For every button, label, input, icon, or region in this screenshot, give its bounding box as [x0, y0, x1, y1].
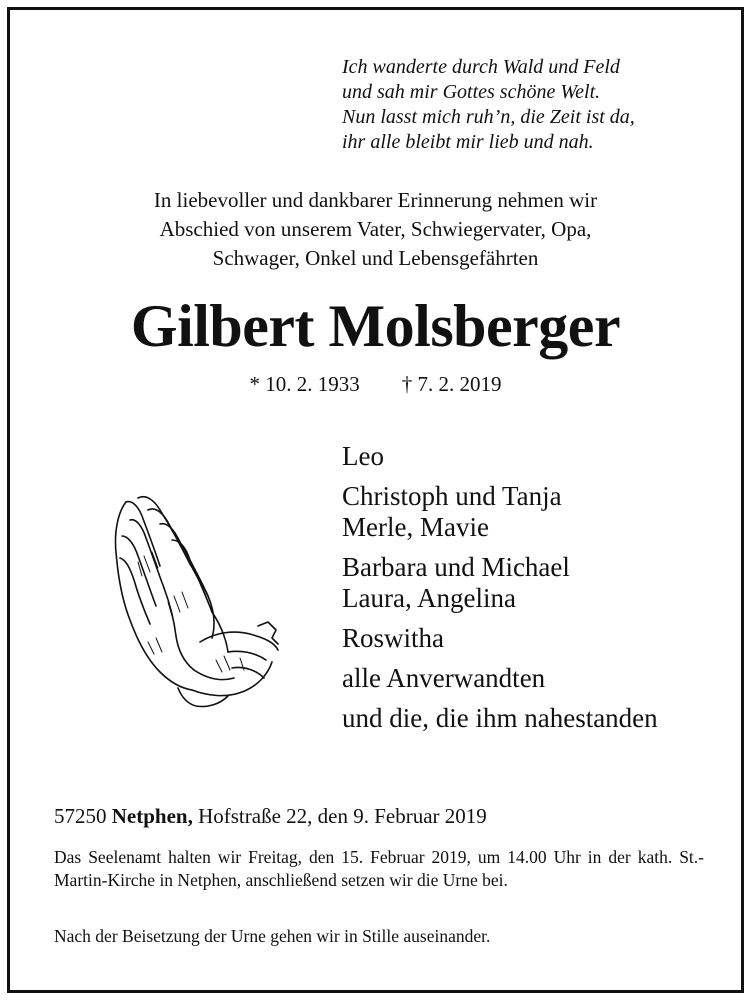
mourner-line: alle Anverwandten — [342, 663, 546, 693]
mourner-group — [342, 441, 732, 472]
poem-line: ihr alle bleibt mir lieb und nah. — [342, 131, 594, 153]
mourner-group — [342, 481, 732, 543]
life-dates — [0, 370, 751, 398]
poem-line: Nun lasst mich ruh’n, die Zeit ist da, — [342, 106, 635, 128]
deceased-name: Gilbert Molsberger — [130, 293, 621, 359]
poem — [342, 55, 722, 155]
mourner-group — [342, 703, 732, 734]
mourners-list — [342, 441, 732, 743]
mourner-group — [342, 623, 732, 654]
mourner-line: Leo — [342, 441, 384, 471]
mourner-group — [342, 663, 732, 694]
postcode: 57250 — [54, 804, 107, 828]
place-and-date — [54, 802, 714, 830]
city: Netphen, — [111, 804, 193, 828]
poem-line: und sah mir Gottes schöne Welt. — [342, 81, 601, 103]
burial-notice: Nach der Beisetzung der Urne gehen wir in Stille auseinander. — [54, 926, 491, 946]
intro-text — [40, 186, 711, 273]
address-date: Hofstraße 22, den 9. Februar 2019 — [198, 804, 487, 828]
mourner-line: und die, die ihm nahestanden — [342, 703, 658, 733]
intro-line: Abschied von unserem Vater, Schwiegervater, Opa, — [159, 217, 592, 241]
mourner-line: Merle, Mavie — [342, 512, 489, 542]
death-date: † 7. 2. 2019 — [401, 372, 502, 396]
service-notice: Das Seelenamt halten wir Freitag, den 15. Februar 2019, um 14.00 Uhr in der kath. St.-Martin-Kirche in Netphen, anschließend setzen wir die Urne bei. — [54, 847, 704, 890]
praying-hands-icon — [108, 492, 284, 710]
mourner-line: Laura, Angelina — [342, 583, 516, 613]
intro-line: Schwager, Onkel und Lebensgefährten — [212, 246, 539, 270]
intro-line: In liebevoller und dankbarer Erinnerung nehmen wir — [153, 188, 598, 212]
mourner-line: Christoph und Tanja — [342, 481, 562, 511]
birth-date: * 10. 2. 1933 — [249, 372, 360, 396]
poem-line: Ich wanderte durch Wald und Feld — [342, 56, 620, 78]
mourner-line: Barbara und Michael — [342, 552, 570, 582]
mourner-line: Roswitha — [342, 623, 445, 653]
mourner-group — [342, 552, 732, 614]
